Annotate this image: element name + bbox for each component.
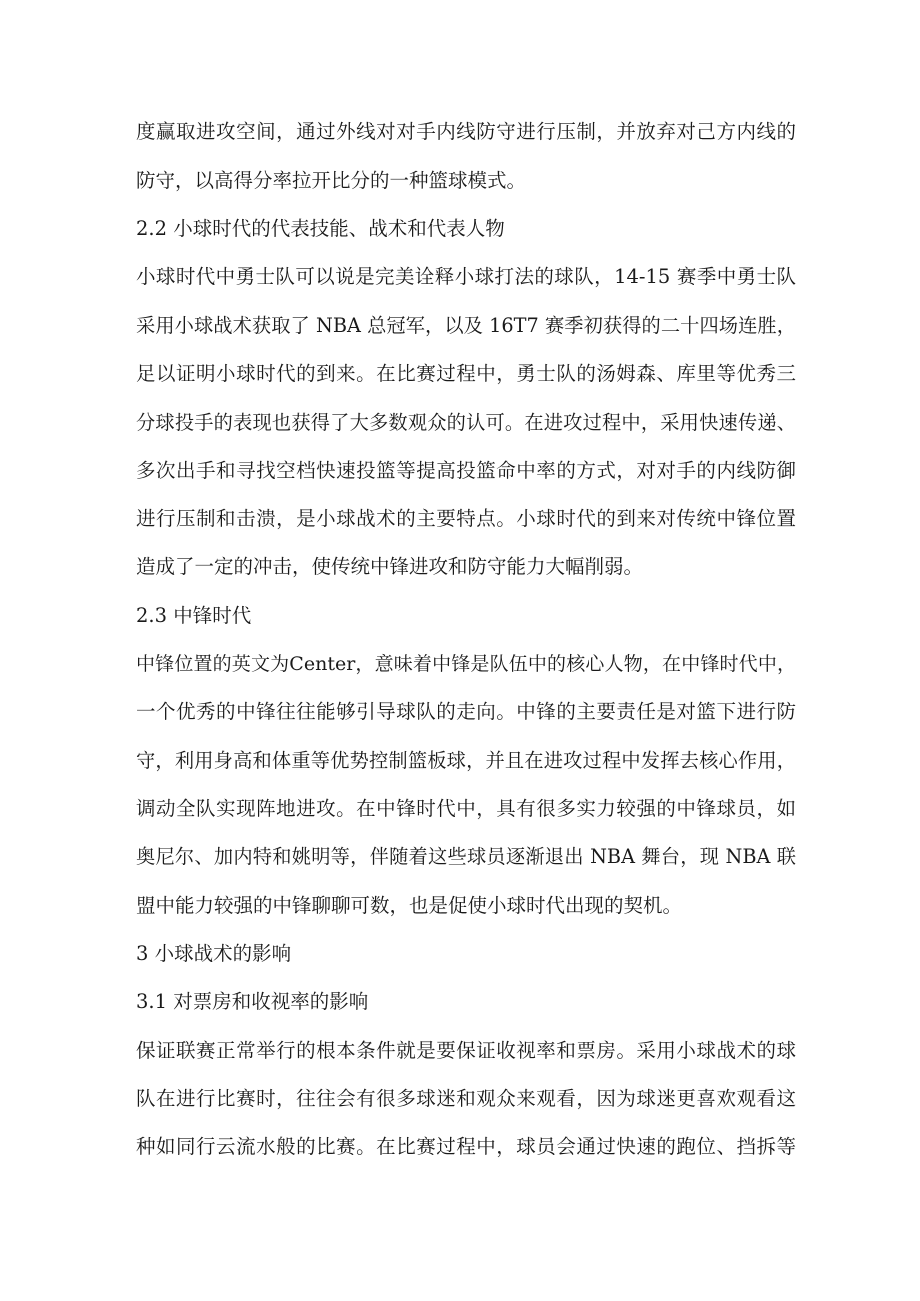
body-line-8: 进行压制和击溃，是小球战术的主要特点。小球时代的到来对传统中锋位置 (136, 507, 796, 530)
body-line-7: 多次出手和寻找空档快速投篮等提高投篮命中率的方式，对对手的内线防御 (136, 459, 796, 482)
body-line-2: 防守，以高得分率拉开比分的一种篮球模式。 (136, 169, 527, 192)
section-heading-2-2: 2.2 小球时代的代表技能、战术和代表人物 (136, 217, 505, 240)
body-line-14: 奥尼尔、加内特和姚明等，伴随着这些球员逐渐退出 NBA 舞台，现 NBA 联 (136, 845, 796, 868)
section-heading-3: 3 小球战术的影响 (136, 942, 292, 965)
body-line-1: 度赢取进攻空间，通过外线对对手内线防守进行压制，并放弃对己方内线的 (136, 120, 796, 143)
body-line-17: 队在进行比赛时，往往会有很多球迷和观众来观看，因为球迷更喜欢观看这 (136, 1087, 796, 1110)
section-heading-2-3: 2.3 中锋时代 (136, 604, 252, 627)
body-line-16: 保证联赛正常举行的根本条件就是要保证收视率和票房。采用小球战术的球 (136, 1039, 796, 1062)
body-line-12: 守，利用身高和体重等优势控制篮板球，并且在进攻过程中发挥去核心作用， (136, 749, 796, 772)
body-line-15: 盟中能力较强的中锋聊聊可数，也是促使小球时代出现的契机。 (136, 894, 683, 917)
body-line-6: 分球投手的表现也获得了大多数观众的认可。在进攻过程中，采用快速传递、 (136, 411, 796, 434)
body-line-11: 一个优秀的中锋往往能够引导球队的走向。中锋的主要责任是对篮下进行防 (136, 700, 796, 723)
section-heading-3-1: 3.1 对票房和收视率的影响 (136, 990, 369, 1013)
body-line-13: 调动全队实现阵地进攻。在中锋时代中，具有很多实力较强的中锋球员，如 (136, 797, 796, 820)
body-line-10: 中锋位置的英文为Center，意味着中锋是队伍中的核心人物，在中锋时代中， (136, 653, 796, 675)
body-line-4: 采用小球战术获取了 NBA 总冠军，以及 16T7 赛季初获得的二十四场连胜， (136, 314, 796, 337)
body-line-3: 小球时代中勇士队可以说是完美诠释小球打法的球队，14-15 赛季中勇士队 (136, 265, 796, 288)
body-line-9: 造成了一定的冲击，使传统中锋进攻和防守能力大幅削弱。 (136, 555, 644, 578)
body-line-5: 足以证明小球时代的到来。在比赛过程中，勇士队的汤姆森、库里等优秀三 (136, 362, 796, 385)
body-line-18: 种如同行云流水般的比赛。在比赛过程中，球员会通过快速的跑位、挡拆等 (136, 1135, 796, 1158)
